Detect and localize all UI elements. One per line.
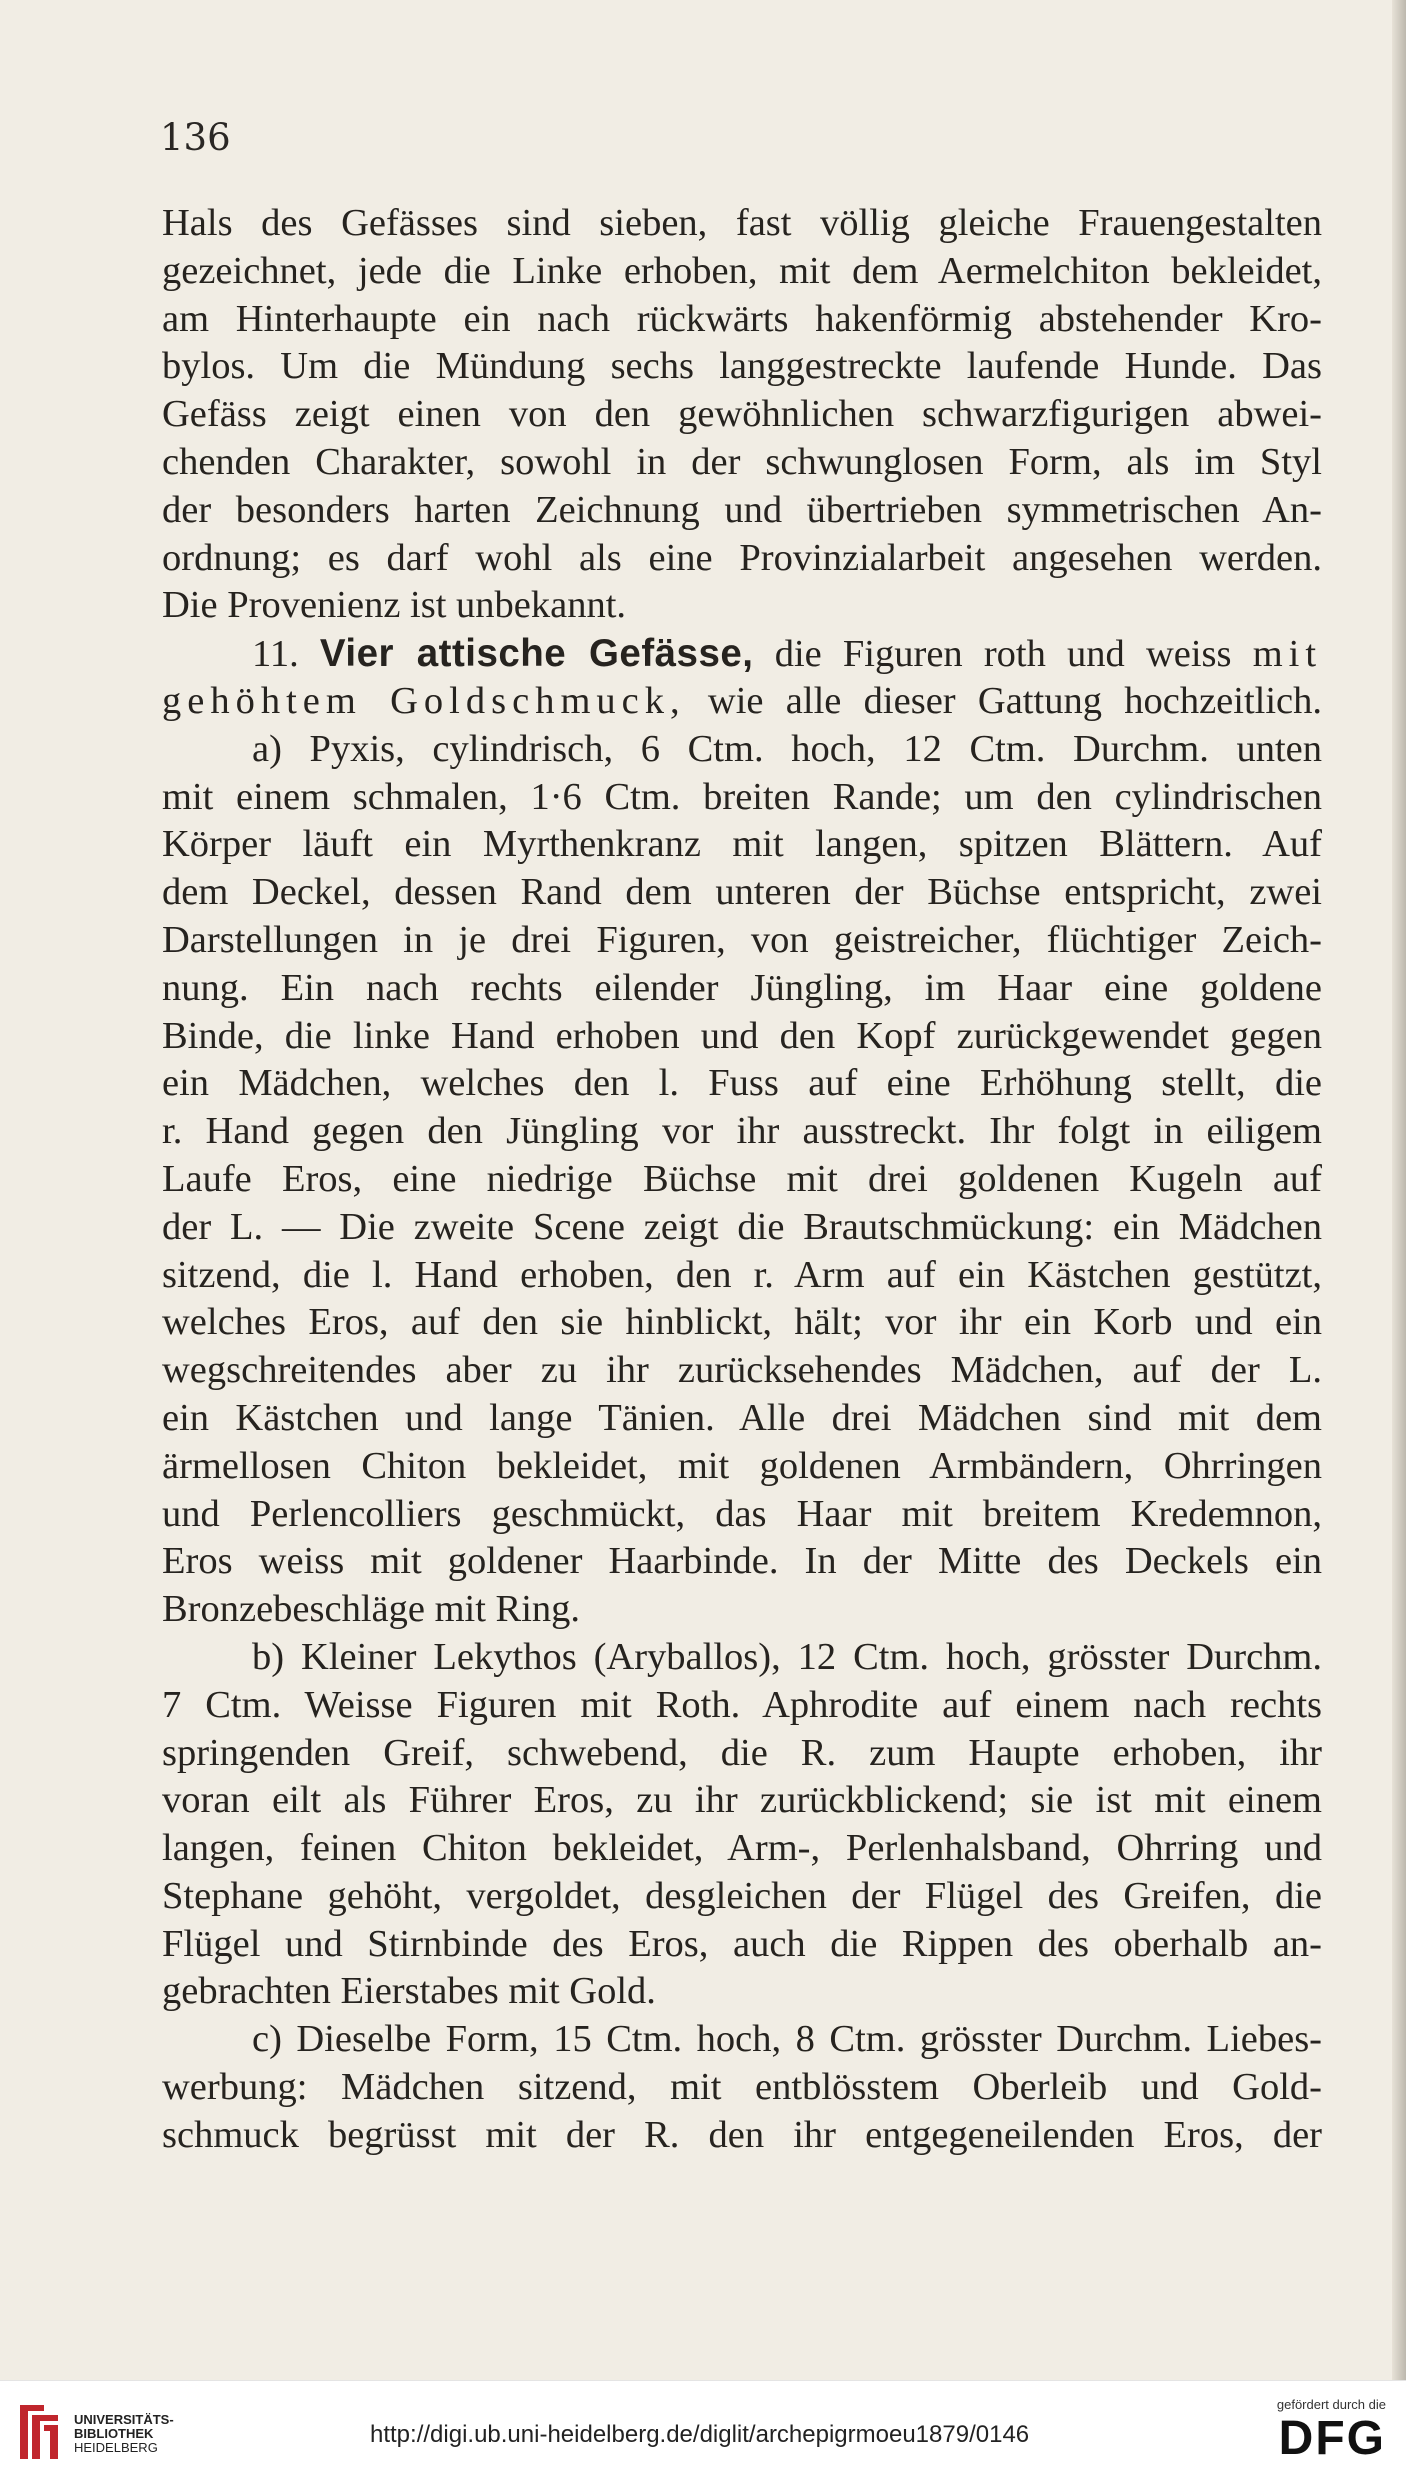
section-second-line	[162, 678, 1322, 726]
text-line: Gefäss zeigt einen von den gewöhnlichen schwarzfigurigen abwei-	[162, 393, 1322, 436]
text-line: Die Provenienz ist unbekannt.	[162, 584, 627, 627]
paragraph-c-start: c) Dieselbe Form, 15 Ctm. hoch, 8 Ctm. grösster Durchm. Liebes-	[252, 2018, 1322, 2061]
text-line: der L. — Die zweite Scene zeigt die Brautschmückung: ein Mädchen	[162, 1205, 1322, 1248]
viewer-footer	[0, 2380, 1406, 2480]
section-text: die Figuren roth und weiss	[774, 633, 1232, 676]
paragraph-b-start: b) Kleiner Lekythos (Aryballos), 12 Ctm. hoch, grösster Durchm.	[252, 1635, 1322, 1678]
section-heading-line	[162, 630, 1322, 678]
library-name-line: HEIDELBERG	[74, 2440, 158, 2455]
text-line: Flügel und Stirnbinde des Eros, auch die Rippen des oberhalb an-	[162, 1922, 1322, 1965]
page-edge-shadow	[1392, 0, 1406, 2380]
library-name-line: UNIVERSITÄTS-	[74, 2412, 174, 2427]
text-line: mit einem schmalen, 1·6 Ctm. breiten Rande; um den cylindrischen	[162, 775, 1322, 818]
text-line: langen, feinen Chiton bekleidet, Arm-, Perlenhalsband, Ohrring und	[162, 1827, 1322, 1870]
text-line: Körper läuft ein Myrthenkranz mit langen, spitzen Blättern. Auf	[162, 823, 1322, 866]
text-line: Eros weiss mit goldener Haarbinde. In der Mitte des Deckels ein	[162, 1540, 1322, 1583]
text-line: schmuck begrüsst mit der R. den ihr entgegeneilenden Eros, der	[162, 2113, 1322, 2156]
library-logo-icon	[14, 2401, 64, 2465]
page-number: 136	[160, 116, 231, 159]
section-title: Vier attische Gefässe,	[319, 632, 754, 676]
section-text: wie alle dieser Gattung hochzeitlich.	[707, 679, 1323, 722]
text-line: r. Hand gegen den Jüngling vor ihr ausstreckt. Ihr folgt in eiligem	[162, 1110, 1322, 1153]
text-line: gebrachten Eierstabes mit Gold.	[162, 1970, 656, 2013]
library-name-line: BIBLIOTHEK	[74, 2426, 154, 2441]
text-line: Darstellungen in je drei Figuren, von geistreicher, flüchtiger Zeich-	[162, 918, 1322, 961]
text-line: Binde, die linke Hand erhoben und den Kopf zurückgewendet gegen	[162, 1014, 1322, 1057]
section-spaced-text: gehöhtem Goldschmuck,	[162, 679, 686, 722]
text-line: werbung: Mädchen sitzend, mit entblösstem Oberleib und Gold-	[162, 2066, 1322, 2109]
text-line: und Perlencolliers geschmückt, das Haar mit breitem Kredemnon,	[162, 1492, 1322, 1535]
text-line: Bronzebeschläge mit Ring.	[162, 1588, 581, 1631]
text-line: ärmellosen Chiton bekleidet, mit goldenen Armbändern, Ohrringen	[162, 1444, 1322, 1487]
text-line: Hals des Gefässes sind sieben, fast völlig gleiche Frauengestalten	[162, 202, 1322, 244]
text-line: voran eilt als Führer Eros, zu ihr zurückblickend; sie ist mit einem	[162, 1779, 1322, 1822]
text-line: der besonders harten Zeichnung und übertrieben symmetrischen An-	[162, 488, 1322, 531]
sponsor-block	[1236, 2397, 1386, 2466]
section-number: 11.	[252, 633, 299, 676]
text-line: dem Deckel, dessen Rand dem unteren der Büchse entspricht, zwei	[162, 871, 1322, 914]
text-line: gezeichnet, jede die Linke erhoben, mit dem Aermelchiton bekleidet,	[162, 249, 1322, 292]
text-line: bylos. Um die Mündung sechs langgestreckte laufende Hunde. Das	[162, 345, 1322, 388]
body-text	[162, 200, 1322, 2160]
text-line: sitzend, die l. Hand erhoben, den r. Arm auf ein Kästchen gestützt,	[162, 1253, 1322, 1296]
text-line: ein Mädchen, welches den l. Fuss auf eine Erhöhung stellt, die	[162, 1062, 1322, 1105]
text-line: chenden Charakter, sowohl in der schwunglosen Form, als im Styl	[162, 440, 1322, 483]
text-line: welches Eros, auf den sie hinblickt, hält; vor ihr ein Korb und ein	[162, 1301, 1322, 1344]
text-line: 7 Ctm. Weisse Figuren mit Roth. Aphrodite auf einem nach rechts	[162, 1683, 1322, 1726]
text-line: Stephane gehöht, vergoldet, desgleichen der Flügel des Greifen, die	[162, 1874, 1322, 1917]
text-line: Laufe Eros, eine niedrige Büchse mit drei goldenen Kugeln auf	[162, 1157, 1322, 1200]
text-line: springenden Greif, schwebend, die R. zum Haupte erhoben, ihr	[162, 1731, 1322, 1774]
text-line: wegschreitendes aber zu ihr zurücksehendes Mädchen, auf der L.	[162, 1349, 1322, 1392]
text-line: ein Kästchen und lange Tänien. Alle drei Mädchen sind mit dem	[162, 1396, 1322, 1439]
permalink-url[interactable]: http://digi.ub.uni-heidelberg.de/diglit/archepigrmoeu1879/0146	[370, 2421, 1030, 2448]
text-line: nung. Ein nach rechts eilender Jüngling, im Haar eine goldene	[162, 966, 1322, 1009]
dfg-logo[interactable]: DFG	[1278, 2412, 1386, 2465]
sponsor-caption: gefördert durch die	[1276, 2397, 1386, 2412]
text-line: am Hinterhaupte ein nach rückwärts hakenförmig abstehender Kro-	[162, 297, 1322, 340]
text-line: ordnung; es darf wohl als eine Provinzialarbeit angesehen werden.	[162, 536, 1322, 579]
library-logo[interactable]	[14, 2401, 184, 2465]
section-spaced-text: mit	[1252, 633, 1323, 676]
paragraph-a-start: a) Pyxis, cylindrisch, 6 Ctm. hoch, 12 Ctm. Durchm. unten	[252, 727, 1322, 770]
library-name	[74, 2413, 174, 2455]
